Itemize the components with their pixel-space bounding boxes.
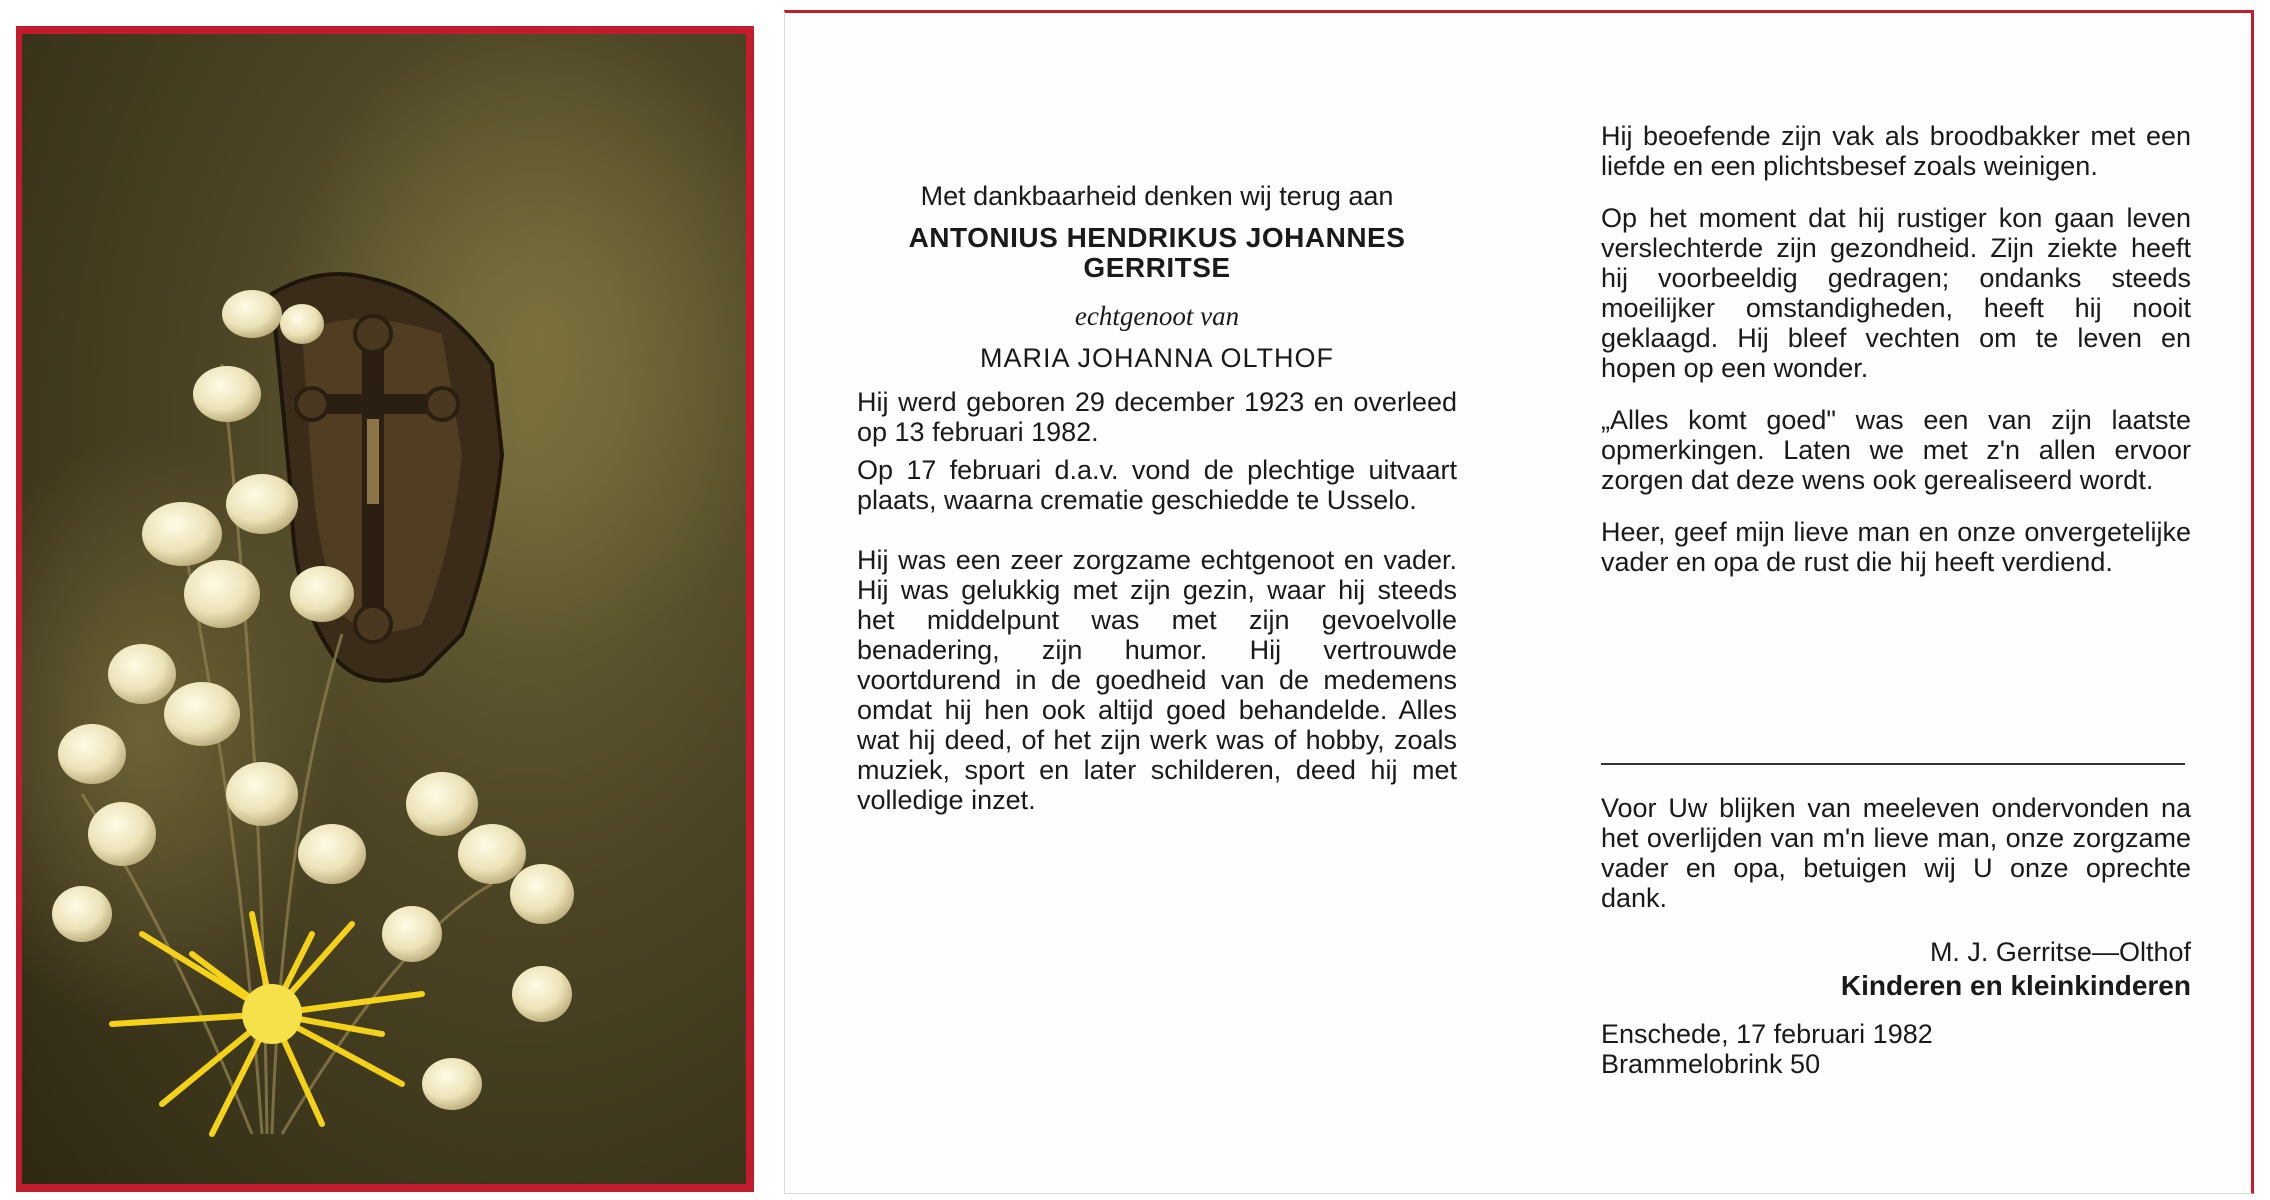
signature-widow: M. J. Gerritse—Olthof: [1929, 937, 2191, 967]
divider-line: [1601, 763, 2185, 765]
born-died-paragraph: Hij werd geboren 29 december 1923 en overleed op 13 februari 1982.: [857, 387, 1457, 447]
place-date: Enschede, 17 februari 1982: [1601, 1019, 1933, 1049]
profession-paragraph: Hij beoefende zijn vak als broodbakker met een liefde en een plichtsbesef zoals weinigen.: [1601, 121, 2191, 181]
right-text-column: [1601, 121, 2191, 577]
photo-card: [16, 26, 754, 1192]
memorial-text-card: [784, 10, 2254, 1194]
signature-family: Kinderen en kleinkinderen: [1840, 970, 2191, 1001]
character-paragraph: Hij was een zeer zorgzame echtgenoot en vader. Hij was gelukkig met zijn gezin, waar hij steeds het middelpunt was met zijn gevoelvolle benadering, zijn humor. Hij vertrouwde voortdurend in de goedheid van de medemens omdat hij hen ook altijd goed behandelde. Alles wat hij deed, of het zijn werk was of hobby, zoals muziek, sport en later schilderen, deed hij met volledige inzet.: [857, 545, 1457, 815]
illness-paragraph: Op het moment dat hij rustiger kon gaan leven verslechterde zijn gezondheid. Zijn ziekte heeft hij voorbeeldig gedragen; ondanks steeds moeilijker omstandigheden, heeft hij nooit geklaagd. Hij bleef vechten om te leven en hopen op een wonder.: [1601, 203, 2191, 383]
address: Brammelobrink 50: [1601, 1049, 1821, 1079]
spouse-name: MARIA JOHANNA OLTHOF: [979, 343, 1335, 373]
prayer-paragraph: Heer, geef mijn lieve man en onze onvergetelijke vader en opa de rust die hij heeft verdiend.: [1601, 517, 2191, 577]
memorial-photo: [22, 34, 746, 1184]
last-words-paragraph: „Alles komt goed" was een van zijn laatste opmerkingen. Laten we met z'n allen ervoor zorgen dat deze wens ook gerealiseerd wordt.: [1601, 405, 2191, 495]
left-text-column: [857, 181, 1457, 815]
deceased-name: ANTONIUS HENDRIKUS JOHANNES GERRITSE: [908, 222, 1406, 283]
spouse-label: echtgenoot van: [1074, 301, 1240, 331]
intro-text: Met dankbaarheid denken wij terug aan: [920, 181, 1394, 211]
thanks-paragraph: Voor Uw blijken van meeleven ondervonden na het overlijden van m'n lieve man, onze zorgzame vader en opa, betuigen wij U onze oprechte dank.: [1601, 793, 2191, 913]
thanks-section: [1601, 793, 2191, 1079]
funeral-paragraph: Op 17 februari d.a.v. vond de plechtige uitvaart plaats, waarna crematie geschiedde te Usselo.: [857, 455, 1457, 515]
flowers-crucifix-illustration: [22, 34, 746, 1184]
